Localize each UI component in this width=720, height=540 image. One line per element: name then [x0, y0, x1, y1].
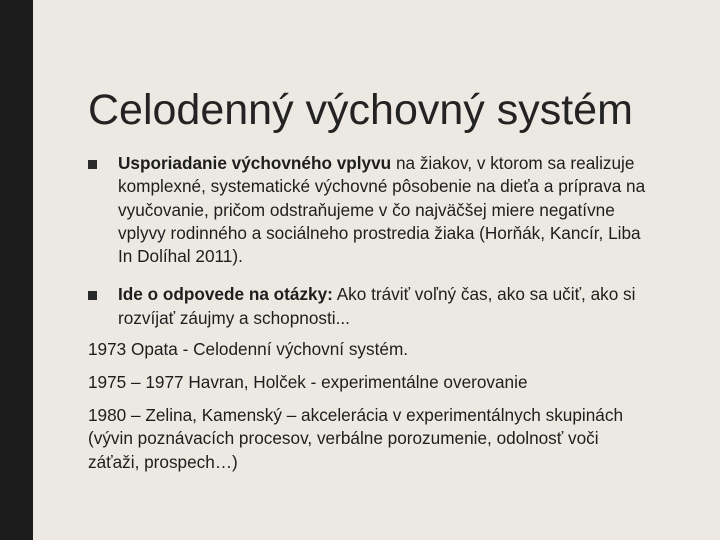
history-paragraph-1980: 1980 – Zelina, Kamenský – akcelerácia v experimentálnych skupinách (vývin poznávacích procesov, verbálne porozumenie, odolnosť voči záťaži, prospech…): [88, 405, 624, 472]
slide-title: Celodenný výchovný systém: [88, 85, 633, 134]
history-paragraph-1975: 1975 – 1977 Havran, Holček - experimentálne overovanie: [88, 372, 528, 392]
bullet-item-1: [88, 152, 658, 268]
bullet-lead-1: Usporiadanie výchovného vplyvu: [118, 153, 392, 173]
bullet-list: [88, 152, 658, 345]
bullet-square-icon: [88, 160, 97, 169]
bullet-lead-2: Ide o odpovede na otázky:: [118, 284, 333, 305]
bullet-square-icon: [88, 291, 97, 300]
history-paragraph-1973: 1973 Opata - Celodenní výchovní systém.: [88, 339, 409, 359]
left-accent-bar: [0, 0, 33, 540]
bullet-text-1: na žiakov, v ktorom sa realizuje komplexné, systematické výchovné pôsobenie na dieťa a príprava na vyučovanie, pričom odstraňujeme v čo najväčšej miere negatívne vplyvy rodinného a sociálneho prostredia žiaka (Horňák, Kancír, Liba In Dolíhal 2011).: [118, 153, 646, 267]
bullet-text-2: Ako tráviť voľný čas, ako sa učiť, ako si rozvíjať záujmy a schopnosti...: [118, 284, 636, 328]
bullet-item-2: [88, 283, 658, 330]
